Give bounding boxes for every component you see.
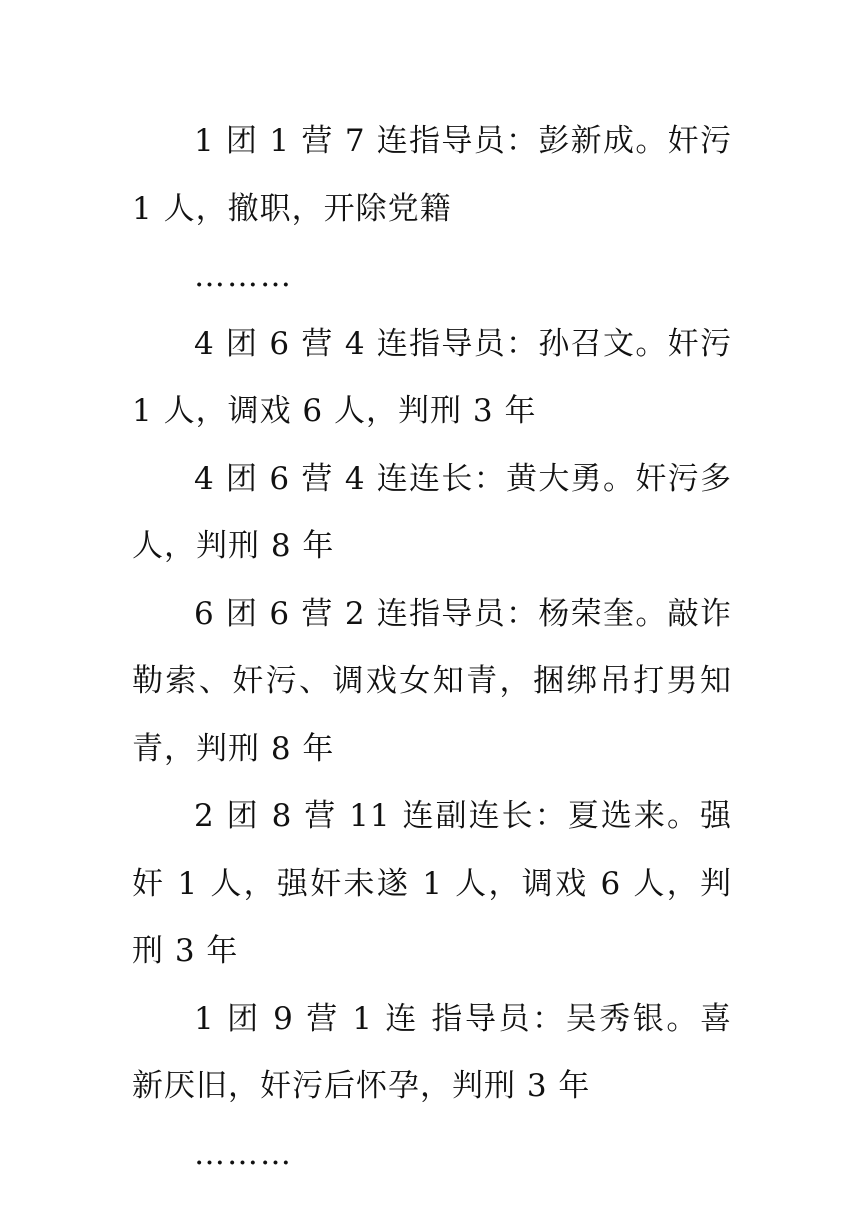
- paragraph-entry-4: 6 团 6 营 2 连指导员：杨荣奎。敲诈勒索、奸污、调戏女知青，捆绑吊打男知青，判刑 8 年: [132, 595, 732, 767]
- ellipsis-separator-2: ………: [194, 1135, 293, 1172]
- paragraph-entry-1: 1 团 1 营 7 连指导员：彭新成。奸污 1 人，撤职，开除党籍: [132, 123, 732, 227]
- paragraph-entry-5: 2 团 8 营 11 连副连长：夏选来。强奸 1 人，强奸未遂 1 人，调戏 6 人，判刑 3 年: [132, 798, 732, 969]
- paragraph-entry-3: 4 团 6 营 4 连连长：黄大勇。奸污多人，判刑 8 年: [132, 460, 732, 564]
- paragraph-entry-6: 1 团 9 营 1 连 指导员：吴秀银。喜新厌旧，奸污后怀孕，判刑 3 年: [132, 1000, 732, 1104]
- paragraph-entry-2: 4 团 6 营 4 连指导员：孙召文。奸污 1 人，调戏 6 人，判刑 3 年: [132, 325, 732, 429]
- document-body: [132, 108, 732, 1188]
- ellipsis-separator-1: ………: [194, 258, 293, 294]
